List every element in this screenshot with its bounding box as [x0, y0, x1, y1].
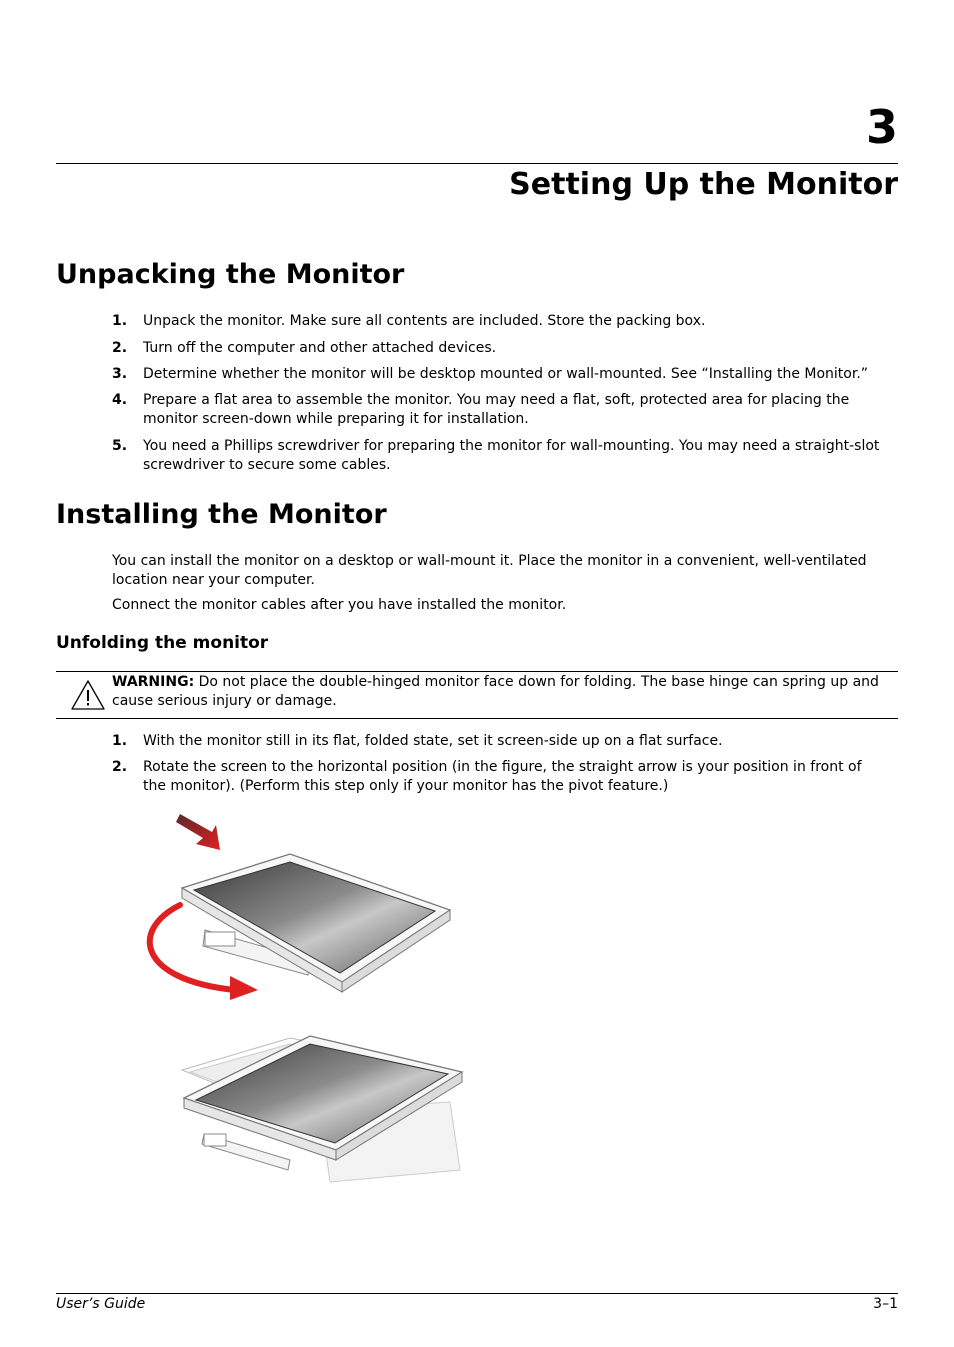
step-text: Determine whether the monitor will be desktop mounted or wall-mounted. See “Installing the Monitor.”	[143, 366, 869, 382]
step-number: 1.	[112, 313, 128, 329]
step-text: Prepare a flat area to assemble the monitor. You may need a flat, soft, protected area for placing the monitor screen-down while preparing it for installation.	[143, 392, 850, 427]
list-item	[112, 732, 902, 751]
step-number: 4.	[112, 392, 128, 408]
footer-divider	[56, 1293, 898, 1294]
monitor-rotation-figure	[130, 810, 490, 1190]
straight-arrow-icon	[176, 814, 220, 850]
step-text: Turn off the computer and other attached devices.	[143, 340, 497, 356]
step-number: 2.	[112, 340, 128, 356]
step-number: 1.	[112, 733, 128, 749]
step-number: 5.	[112, 438, 128, 454]
warning-message	[112, 673, 884, 711]
monitor-horizontal-illustration	[182, 1036, 462, 1182]
warning-bottom-rule	[56, 718, 898, 719]
paragraph: Connect the monitor cables after you have installed the monitor.	[112, 597, 567, 613]
list-item	[112, 758, 902, 796]
chapter-divider	[56, 163, 898, 164]
list-item	[112, 391, 902, 429]
monitor-rotating-illustration	[182, 854, 450, 992]
paragraph: You can install the monitor on a desktop or wall-mount it. Place the monitor in a convenient, well-ventilated location near your computer.	[112, 553, 867, 588]
list-item	[112, 365, 902, 384]
warning-label: WARNING:	[112, 674, 195, 690]
list-item	[112, 437, 902, 475]
warning-triangle-icon	[70, 678, 106, 712]
chapter-title: Setting Up the Monitor	[509, 167, 898, 202]
step-number: 2.	[112, 759, 128, 775]
subsection-heading-unfolding: Unfolding the monitor	[56, 633, 269, 653]
step-text: You need a Phillips screwdriver for preparing the monitor for wall-mounting. You may need a straight-slot screwdriver to secure some cables.	[143, 438, 880, 473]
step-number: 3.	[112, 366, 128, 382]
step-text: With the monitor still in its flat, folded state, set it screen-side up on a flat surface.	[143, 733, 723, 749]
list-item	[112, 312, 902, 331]
list-item	[112, 339, 902, 358]
section-heading-unpacking: Unpacking the Monitor	[56, 259, 405, 290]
footer-guide-title: User’s Guide	[56, 1296, 146, 1312]
warning-text: Do not place the double-hinged monitor face down for folding. The base hinge can spring up and cause serious injury or damage.	[112, 674, 879, 709]
page-number: 3–1	[873, 1296, 898, 1312]
warning-top-rule	[56, 671, 898, 672]
chapter-number: 3	[865, 100, 898, 154]
step-text: Unpack the monitor. Make sure all contents are included. Store the packing box.	[143, 313, 706, 329]
step-text: Rotate the screen to the horizontal position (in the figure, the straight arrow is your position in front of the monitor). (Perform this step only if your monitor has the pivot feature.)	[143, 759, 862, 794]
section-heading-installing: Installing the Monitor	[56, 499, 387, 530]
